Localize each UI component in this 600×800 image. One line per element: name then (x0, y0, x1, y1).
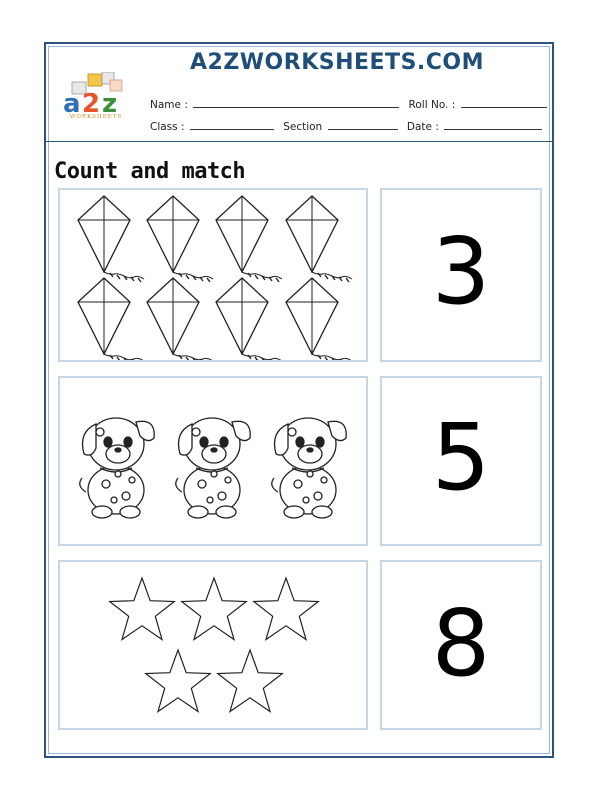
number-label: 5 (431, 404, 491, 511)
picture-panel-puppies (58, 376, 368, 546)
kite-icon (216, 278, 282, 360)
kite-icon (147, 278, 213, 360)
roll-label: Roll No. : (408, 99, 456, 111)
puppy-icon (272, 418, 346, 518)
number-panel-3 (380, 560, 542, 730)
svg-text:a: a (63, 89, 81, 118)
stars-group (60, 562, 366, 728)
number-label: 8 (431, 590, 491, 697)
number-panel-1 (380, 188, 542, 362)
star-icon (218, 650, 283, 712)
class-field[interactable] (190, 120, 274, 130)
roll-field[interactable] (461, 98, 547, 108)
page-title: Count and match (54, 159, 246, 184)
star-icon (110, 578, 175, 640)
section-field[interactable] (328, 120, 398, 130)
star-icon (254, 578, 319, 640)
svg-text:z: z (102, 89, 118, 118)
kite-icon (147, 196, 213, 282)
header-divider (46, 141, 552, 142)
logo-subtext: WORKSHEETS (69, 114, 123, 120)
star-icon (146, 650, 211, 712)
kite-icon (78, 278, 144, 360)
class-label: Class : (150, 121, 185, 133)
kite-icon (216, 196, 282, 282)
kite-icon (286, 196, 352, 282)
name-label: Name : (150, 99, 188, 111)
header-row-2 (150, 120, 542, 133)
kites-group (60, 190, 366, 360)
date-field[interactable] (444, 120, 542, 130)
header-row-1 (150, 98, 547, 111)
svg-text:2: 2 (82, 89, 101, 118)
name-field[interactable] (193, 98, 399, 108)
star-icon (182, 578, 247, 640)
site-title: A2ZWORKSHEETS.COM (190, 50, 485, 75)
puppy-icon (80, 418, 154, 518)
date-label: Date : (406, 121, 439, 133)
puppy-icon (176, 418, 250, 518)
picture-panel-stars (58, 560, 368, 730)
puppies-group (60, 378, 366, 544)
picture-panel-kites (58, 188, 368, 362)
section-label: Section (283, 121, 323, 133)
kite-icon (78, 196, 144, 282)
kite-icon (286, 278, 352, 360)
number-label: 3 (431, 218, 491, 325)
number-panel-2 (380, 376, 542, 546)
